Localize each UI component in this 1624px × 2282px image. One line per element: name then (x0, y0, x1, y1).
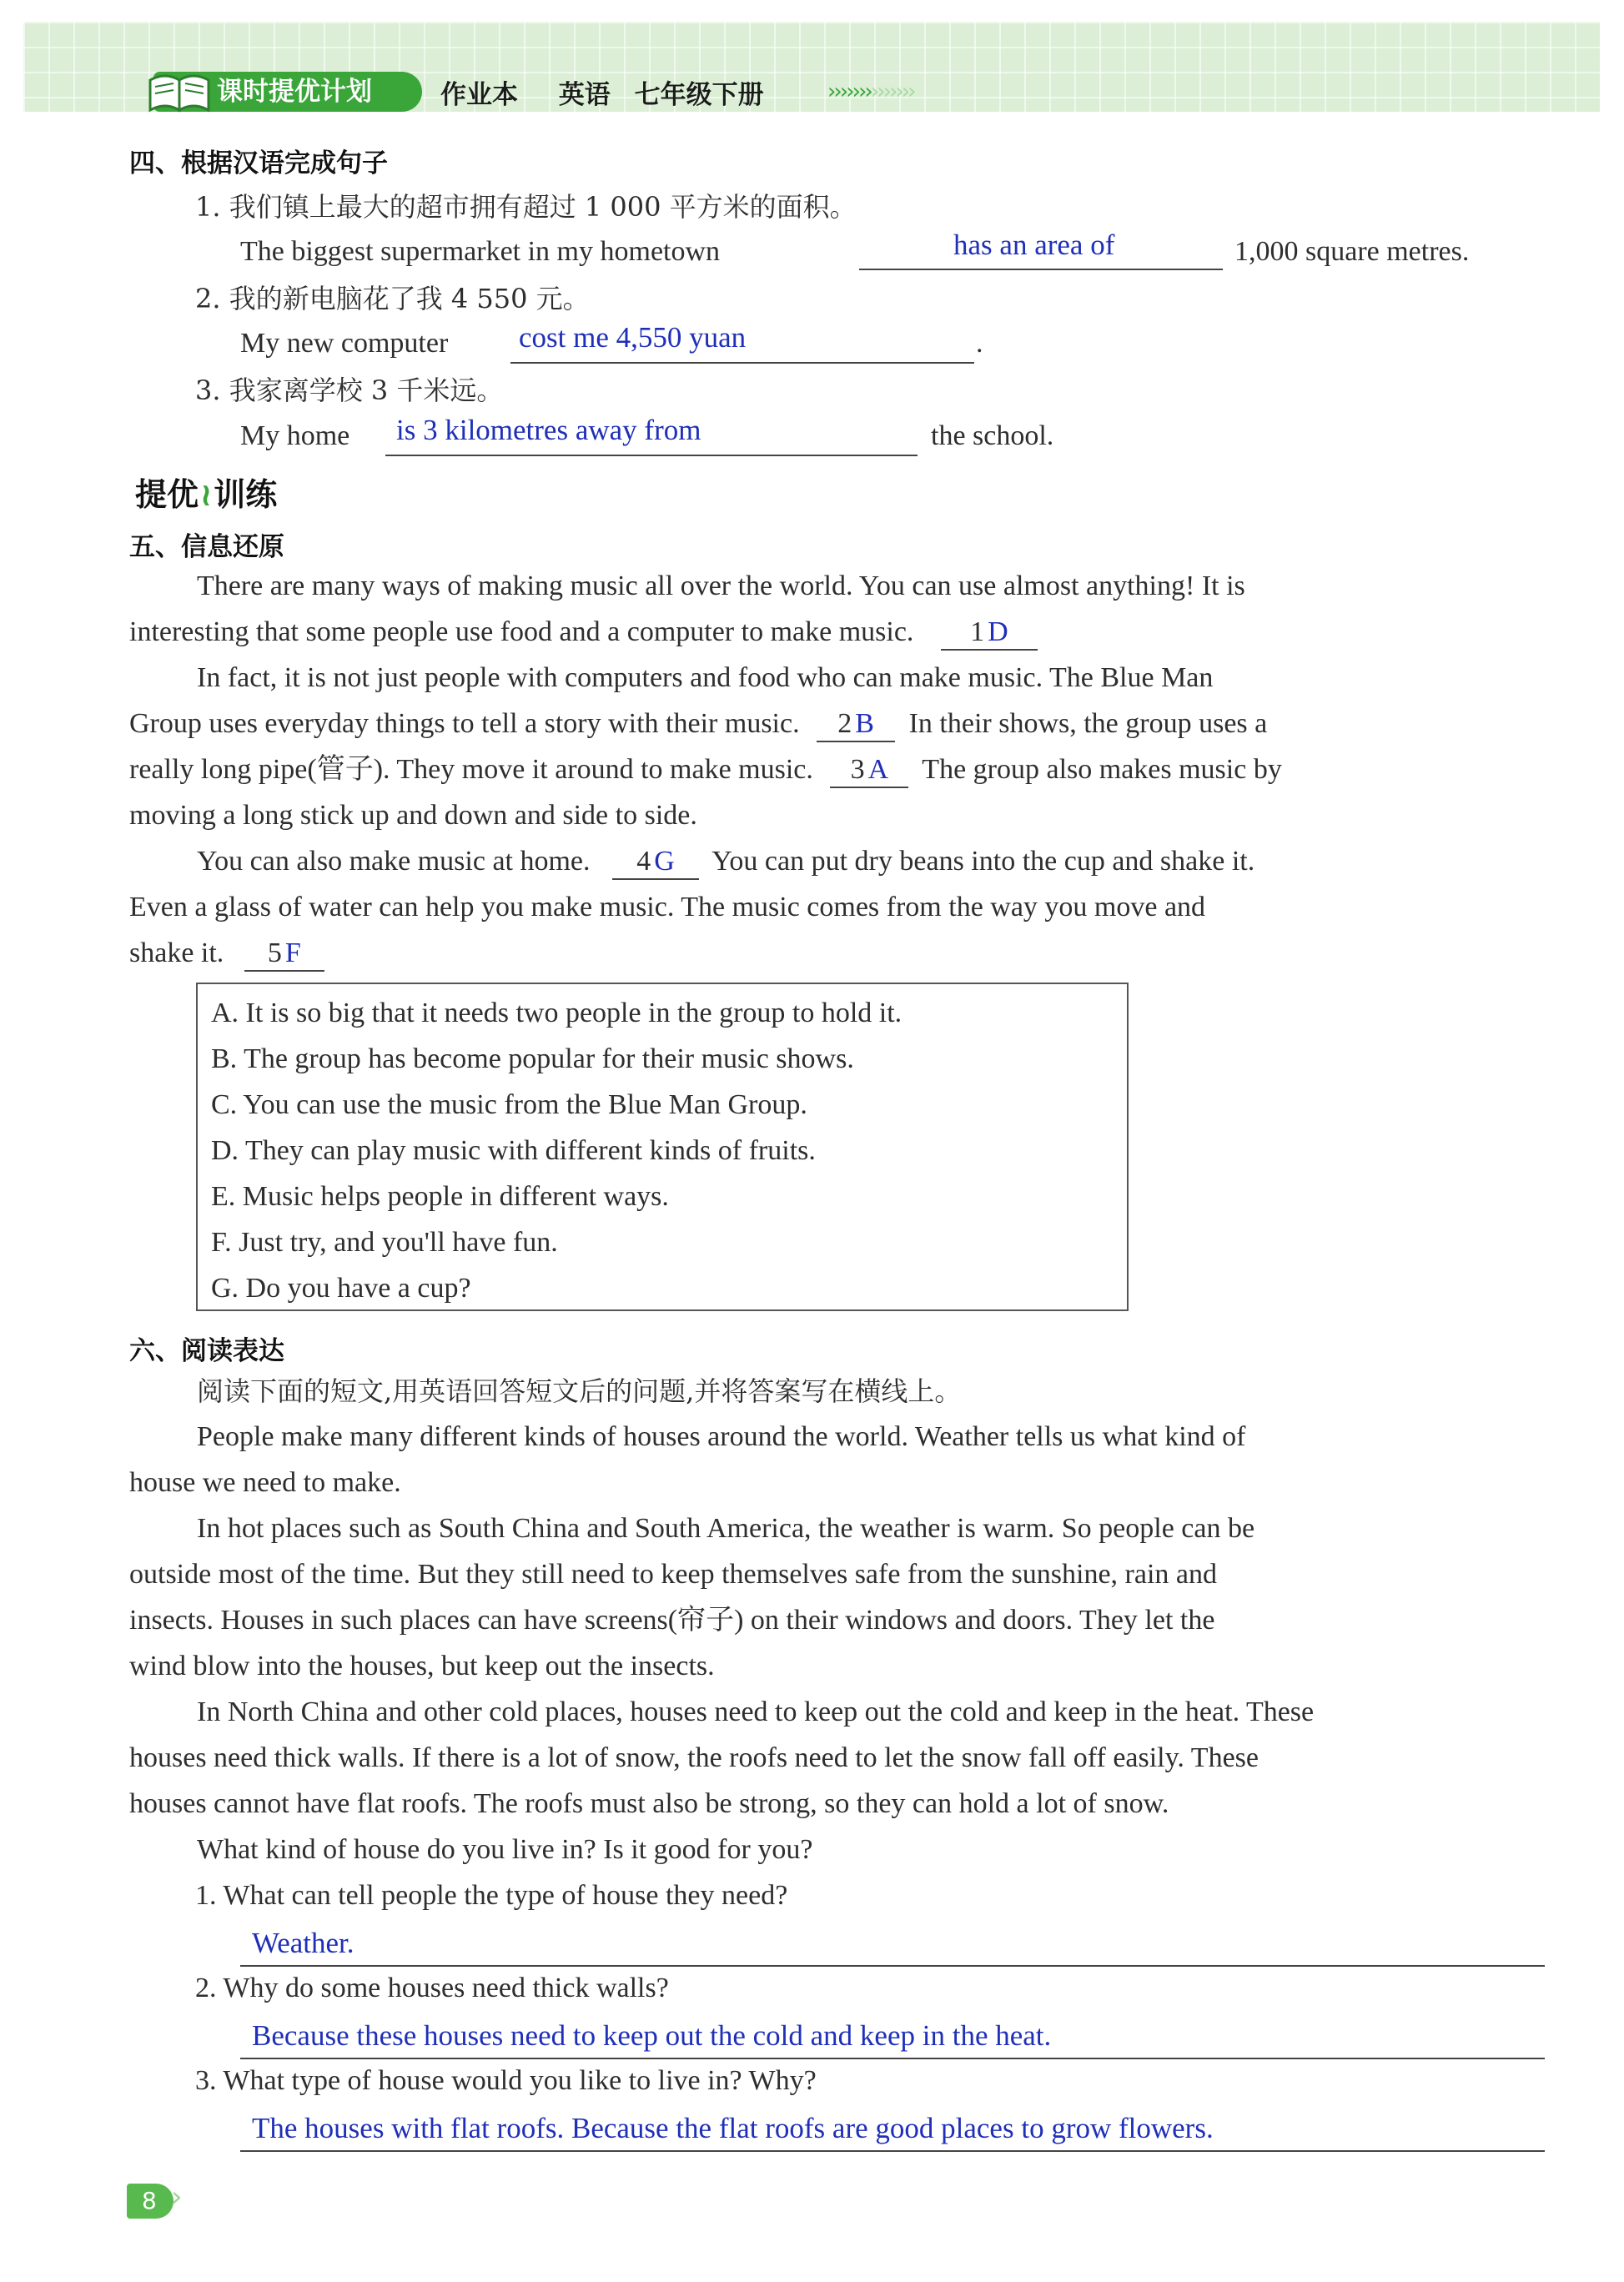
s6-line-6: wind blow into the houses, but keep out the insects. (129, 1651, 715, 1681)
s6-line-9: houses cannot have flat roofs. The roofs must also be strong, so they can hold a lot of snow. (129, 1788, 1169, 1819)
s4-item2-en-before: My new computer (240, 328, 449, 359)
s6-line-4: outside most of the time. But they still need to keep themselves safe from the sunshine, rain and (129, 1559, 1218, 1590)
s5-p2-line1: In fact, it is not just people with computers and food who can make music. The Blue Man (197, 662, 1214, 693)
s5-p3-line3: shake it. 5 F (129, 937, 324, 972)
s6-line-1: People make many different kinds of houses around the world. Weather tells us what kind of (197, 1421, 1246, 1452)
s6-answer-line-1[interactable] (240, 1927, 1545, 1967)
section5-title: 五、信息还原 (129, 532, 284, 562)
s5-blank-3[interactable]: 3 A (830, 753, 908, 788)
option-a: A. It is so big that it needs two people in the group to hold it. (211, 998, 903, 1028)
s5-p2-line4: moving a long stick up and down and side to side. (129, 800, 697, 831)
subject-label: 英语 (558, 80, 611, 110)
s6-line-2: house we need to make. (129, 1467, 401, 1498)
s4-item2-cn: 2. 我的新电脑花了我 4 550 元。 (195, 283, 590, 314)
header-title (440, 73, 796, 111)
wave-icon: ≀ (200, 476, 213, 513)
s6-answer-2: Because these houses need to keep out the cold and keep in the heat. (252, 2019, 1052, 2052)
s4-item3-answer: is 3 kilometres away from (396, 414, 701, 446)
grade-label: 七年级下册 (634, 80, 764, 110)
s6-question-1: 1. What can tell people the type of house they need? (195, 1880, 788, 1911)
s6-answer-1: Weather. (252, 1927, 354, 1959)
option-f: F. Just try, and you'll have fun. (211, 1227, 558, 1258)
option-c: C. You can use the music from the Blue Man Group. (211, 1089, 807, 1120)
s5-blank-5[interactable]: 5 F (244, 937, 324, 972)
s5-p2-line3: really long pipe(管子). They move it around to make music. 3 A The group also makes music by (129, 753, 1282, 788)
option-b: B. The group has become popular for their music shows. (211, 1043, 854, 1074)
chevrons-right-icon: ›››››››››››››› (827, 79, 914, 104)
s4-item1-answer: has an area of (953, 229, 1115, 261)
option-g: G. Do you have a cup? (211, 1273, 471, 1304)
option-d: D. They can play music with different kinds of fruits. (211, 1135, 816, 1166)
s5-blank-2[interactable]: 2 B (817, 707, 895, 742)
s4-item3-en-before: My home (240, 420, 350, 451)
s4-item2-en-after: . (976, 328, 983, 359)
s4-item1-en-before: The biggest supermarket in my hometown (240, 236, 721, 267)
chevron-right-icon: › (171, 2180, 183, 2214)
s5-blank-1[interactable]: 1 D (941, 616, 1038, 651)
s6-question-3: 3. What type of house would you like to live in? Why? (195, 2065, 817, 2096)
s6-line-3: In hot places such as South China and South America, the weather is warm. So people can be (197, 1513, 1255, 1544)
s6-line-7: In North China and other cold places, houses need to keep out the cold and keep in the heat. These (197, 1696, 1315, 1727)
s4-item1-en-after: 1,000 square metres. (1234, 236, 1470, 267)
s6-instruction: 阅读下面的短文,用英语回答短文后的问题,并将答案写在横线上。 (197, 1375, 962, 1407)
s6-line-8: houses need thick walls. If there is a lot of snow, the roofs need to let the snow fall off easily. These (129, 1742, 1259, 1773)
option-e: E. Music helps people in different ways. (211, 1181, 669, 1212)
s5-p3-line1: You can also make music at home. 4 G You can put dry beans into the cup and shake it. (197, 845, 1254, 880)
s5-blank-4[interactable]: 4 G (612, 845, 699, 880)
s5-p2-line2: Group uses everyday things to tell a story with their music. 2 B In their shows, the group uses a (129, 707, 1267, 742)
promo-title: 提优≀训练 (135, 476, 278, 513)
section6-title: 六、阅读表达 (129, 1336, 284, 1366)
s5-p3-line2: Even a glass of water can help you make music. The music comes from the way you move and (129, 892, 1206, 922)
s4-item3-cn: 3. 我家离学校 3 千米远。 (195, 374, 504, 406)
s6-question-2: 2. Why do some houses need thick walls? (195, 1973, 669, 2003)
s4-item2-answer: cost me 4,550 yuan (519, 321, 747, 354)
book-icon (147, 67, 212, 113)
section4-title: 四、根据汉语完成句子 (129, 148, 388, 178)
s6-line-10: What kind of house do you live in? Is it good for you? (197, 1834, 813, 1865)
page-number: 8 (127, 2184, 173, 2219)
s6-answer-3: The houses with flat roofs. Because the flat roofs are good places to grow flowers. (252, 2112, 1214, 2144)
s5-p1-line1: There are many ways of making music all over the world. You can use almost anything! It is (197, 570, 1245, 601)
s4-item1-cn: 1. 我们镇上最大的超市拥有超过 1 000 平方米的面积。 (195, 191, 857, 223)
workbook-label: 作业本 (440, 80, 518, 110)
s4-item3-en-after: the school. (931, 420, 1054, 451)
s6-line-5: insects. Houses in such places can have screens(帘子) on their windows and doors. They let the (129, 1605, 1215, 1636)
series-tag: 课时提优计划 (153, 72, 422, 112)
s5-p1-line2: interesting that some people use food and a computer to make music. 1 D (129, 616, 1038, 651)
